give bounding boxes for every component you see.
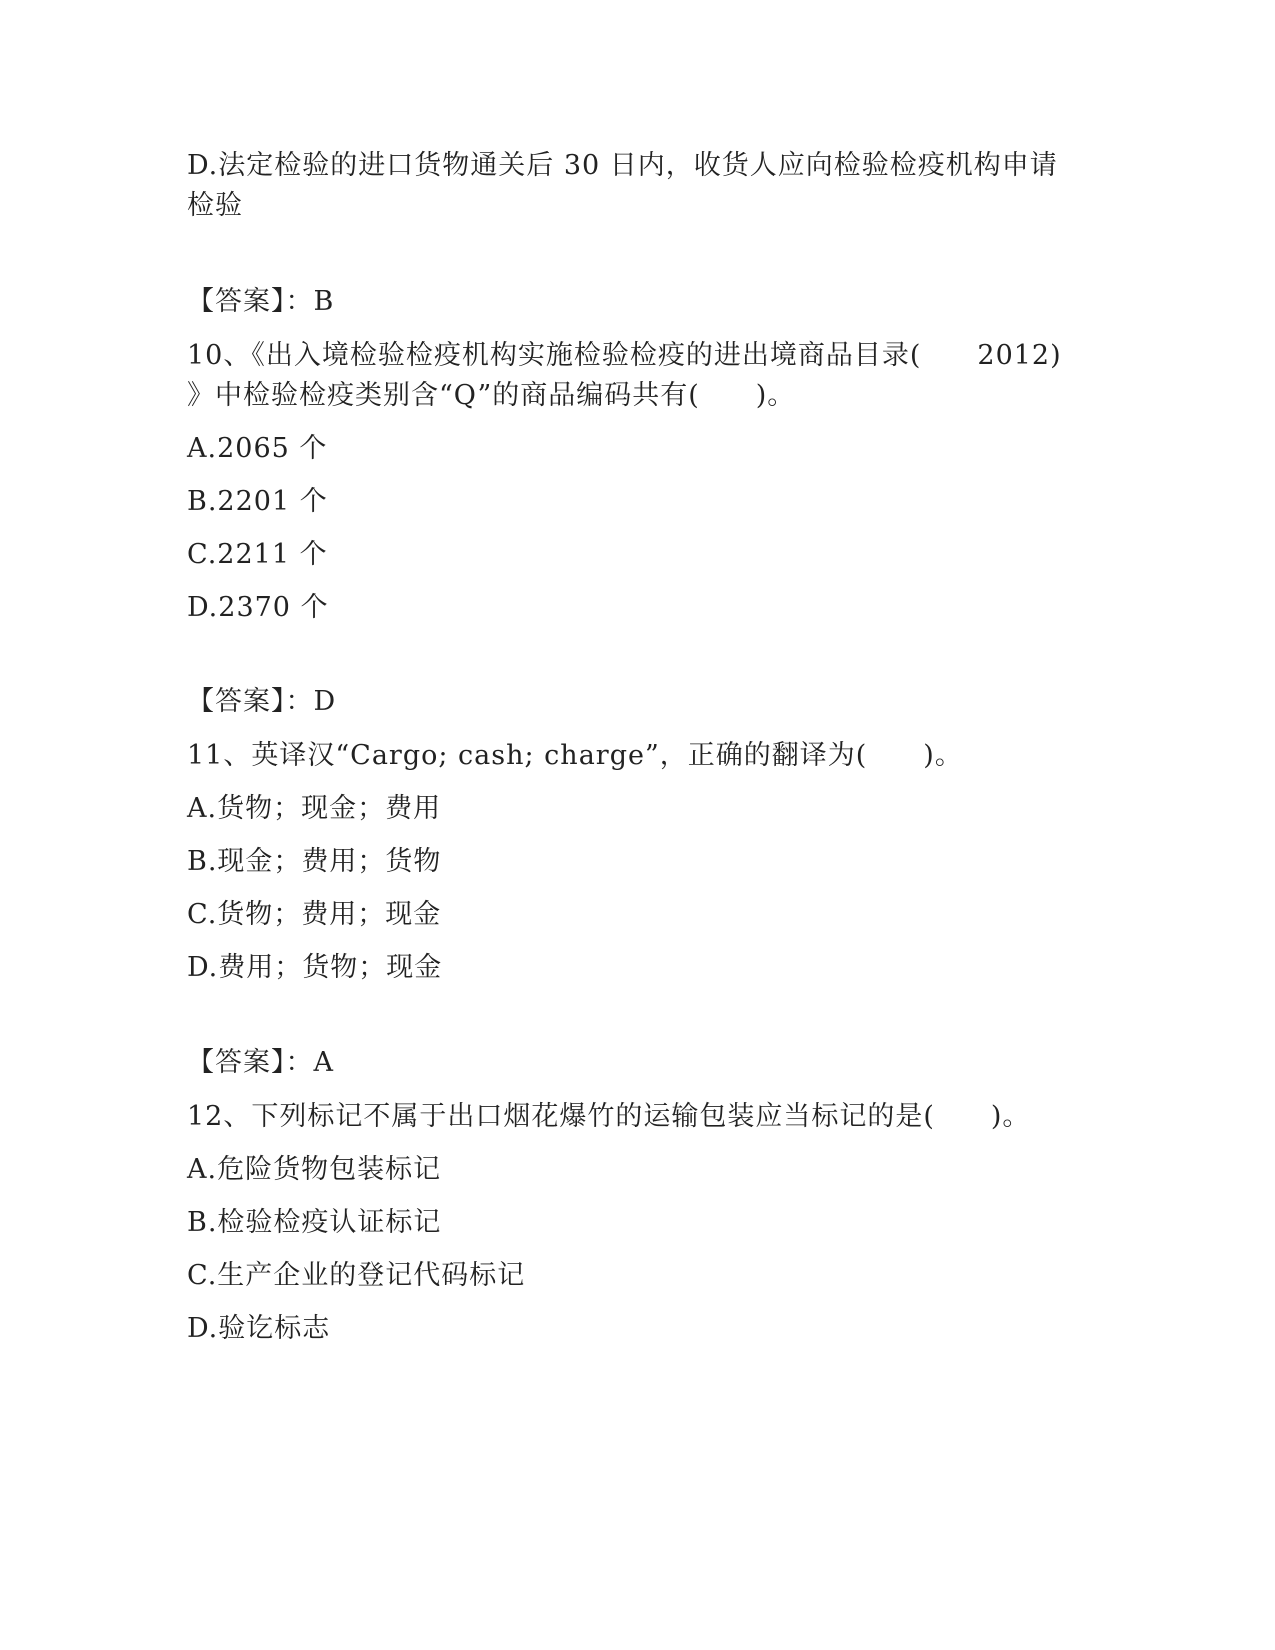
q11-option-a: A.货物；现金；费用 <box>187 793 442 824</box>
q12-option-a: A.危险货物包装标记 <box>187 1154 442 1185</box>
q12-option-b: B.检验检疫认证标记 <box>187 1207 442 1238</box>
q12-stem: 12、下列标记不属于出口烟花爆竹的运输包装应当标记的是( )。 <box>187 1101 1031 1132</box>
q11-option-d: D.费用；货物；现金 <box>187 952 443 983</box>
q9-answer: 【答案】：B <box>187 286 335 317</box>
q9-option-d-line2: 检验 <box>187 190 243 221</box>
q10-option-d: D.2370 个 <box>187 592 329 623</box>
q10-answer: 【答案】：D <box>187 686 337 717</box>
q12-option-c: C.生产企业的登记代码标记 <box>187 1260 526 1291</box>
q10-option-a: A.2065 个 <box>187 433 328 464</box>
q11-stem: 11、英译汉“Cargo; cash; charge”，正确的翻译为( )。 <box>187 740 963 771</box>
q12-option-d: D.验讫标志 <box>187 1313 331 1344</box>
q11-answer: 【答案】：A <box>187 1047 334 1078</box>
q11-option-c: C.货物；费用；现金 <box>187 899 442 930</box>
q10-stem-line2: 》中检验检疫类别含“Q”的商品编码共有( )。 <box>187 380 796 411</box>
q9-option-d-line1: D.法定检验的进口货物通关后 30 日内，收货人应向检验检疫机构申请 <box>187 150 1058 181</box>
q10-stem-line1: 10、《出入境检验检疫机构实施检验检疫的进出境商品目录( 2012) <box>187 340 1062 371</box>
q11-option-b: B.现金；费用；货物 <box>187 846 442 877</box>
q10-option-b: B.2201 个 <box>187 486 328 517</box>
q10-option-c: C.2211 个 <box>187 539 328 570</box>
